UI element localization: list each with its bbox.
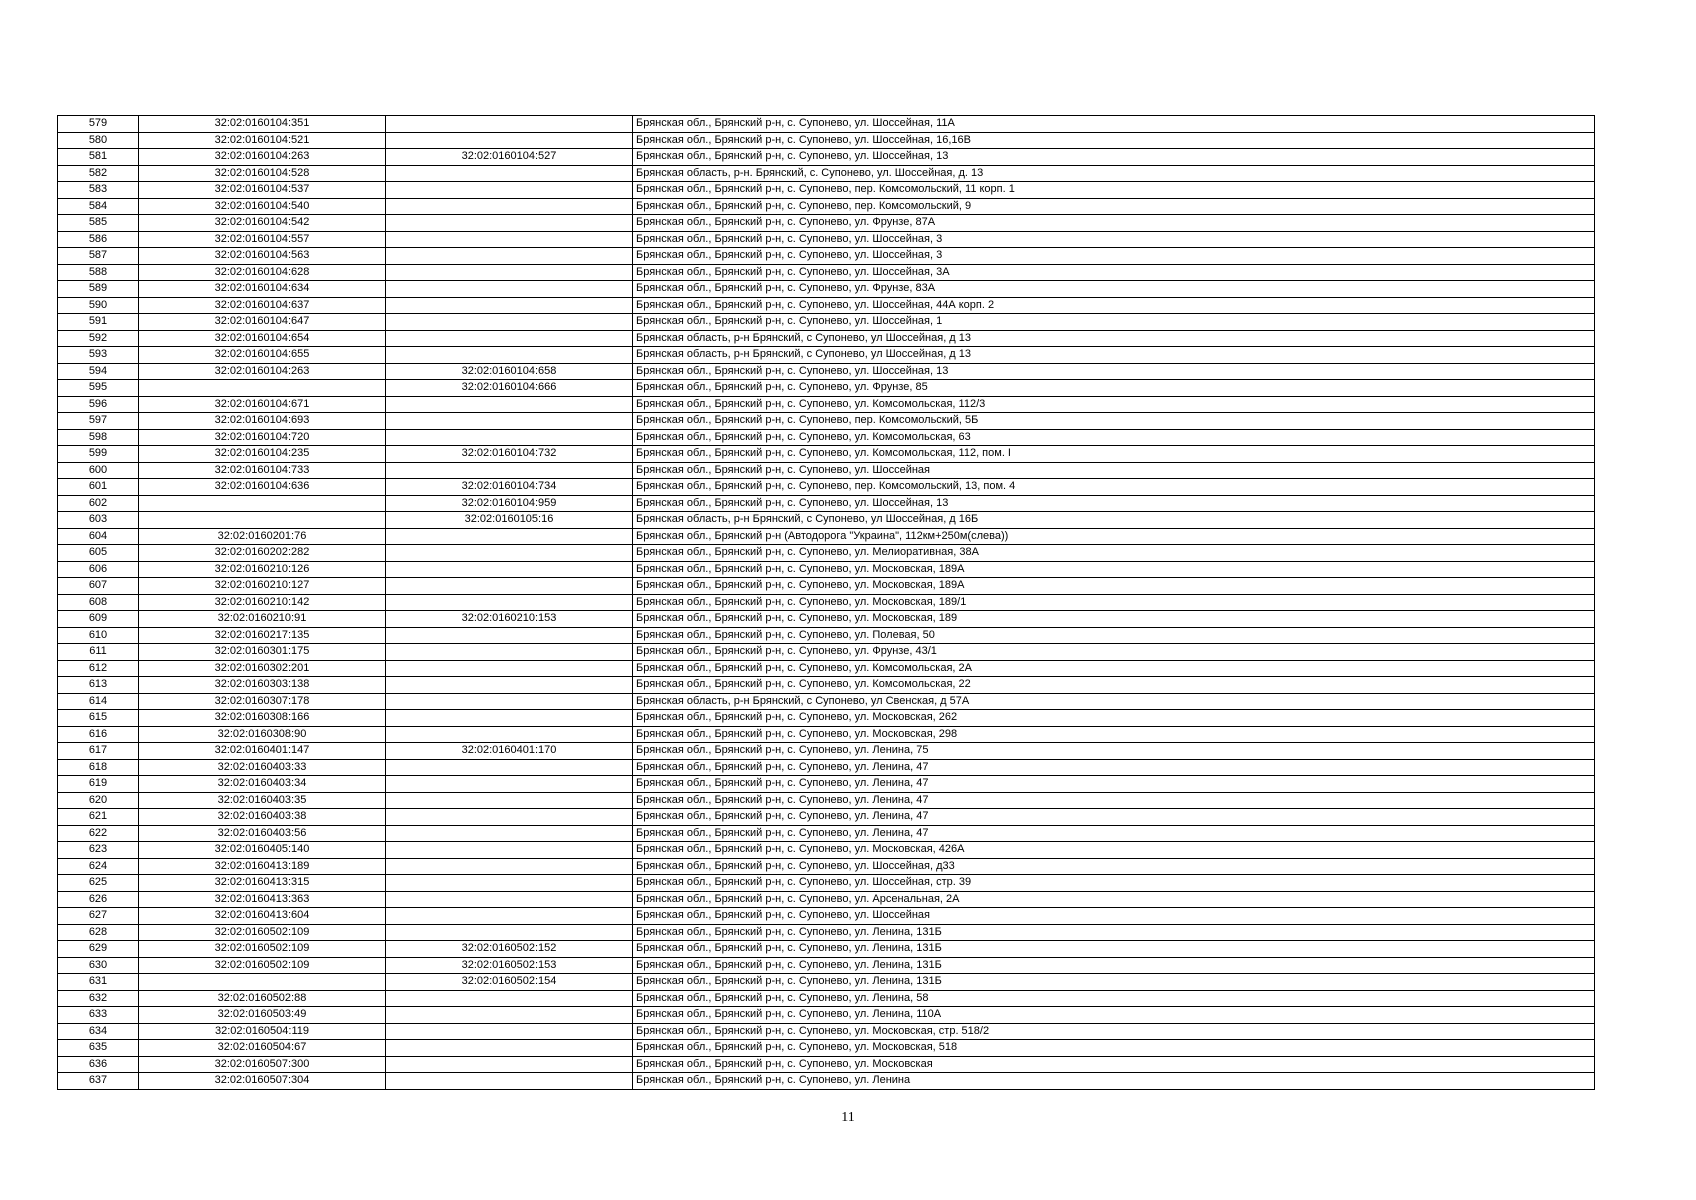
table-row — [58, 858, 1595, 875]
parcel-number-cell — [386, 264, 633, 281]
address-cell: Брянская обл., Брянский р-н, с. Супонево, ул. Шоссейная — [633, 462, 1595, 479]
row-number-cell: 592 — [58, 330, 139, 347]
row-number-cell: 628 — [58, 924, 139, 941]
address-cell: Брянская обл., Брянский р-н, с. Супонево, ул. Фрунзе, 83А — [633, 281, 1595, 298]
cadastral-number-cell: 32:02:0160502:88 — [139, 990, 386, 1007]
table-row — [58, 149, 1595, 166]
cadastral-number-cell: 32:02:0160303:138 — [139, 677, 386, 694]
address-cell: Брянская обл., Брянский р-н, с. Супонево, ул. Московская, 189А — [633, 578, 1595, 595]
cadastral-number-cell: 32:02:0160104:528 — [139, 165, 386, 182]
row-number-cell: 588 — [58, 264, 139, 281]
parcel-number-cell: 32:02:0160210:153 — [386, 611, 633, 628]
table-row — [58, 132, 1595, 149]
address-cell: Брянская обл., Брянский р-н, с. Супонево, ул. Фрунзе, 43/1 — [633, 644, 1595, 661]
address-cell: Брянская обл., Брянский р-н, с. Супонево, ул. Комсомольская, 112/3 — [633, 396, 1595, 413]
table-row — [58, 1056, 1595, 1073]
row-number-cell: 624 — [58, 858, 139, 875]
table-row — [58, 941, 1595, 958]
parcel-number-cell — [386, 1040, 633, 1057]
address-cell: Брянская обл., Брянский р-н, с. Супонево, пер. Комсомольский, 9 — [633, 198, 1595, 215]
cadastral-number-cell: 32:02:0160504:67 — [139, 1040, 386, 1057]
parcel-number-cell — [386, 182, 633, 199]
cadastral-number-cell: 32:02:0160308:166 — [139, 710, 386, 727]
address-cell: Брянская обл., Брянский р-н, с. Супонево, ул. Ленина, 47 — [633, 825, 1595, 842]
row-number-cell: 625 — [58, 875, 139, 892]
table-row — [58, 198, 1595, 215]
address-cell: Брянская обл., Брянский р-н, с. Супонево, ул. Ленина, 47 — [633, 792, 1595, 809]
row-number-cell: 606 — [58, 561, 139, 578]
address-cell: Брянская обл., Брянский р-н, с. Супонево, ул. Московская, 189А — [633, 561, 1595, 578]
parcel-number-cell — [386, 561, 633, 578]
cadastral-number-cell: 32:02:0160104:263 — [139, 363, 386, 380]
table-row — [58, 776, 1595, 793]
address-cell: Брянская обл., Брянский р-н, с. Супонево, ул. Московская, 518 — [633, 1040, 1595, 1057]
address-cell: Брянская обл., Брянский р-н, с. Супонево, ул. Шоссейная, 13 — [633, 495, 1595, 512]
table-row — [58, 495, 1595, 512]
table-row — [58, 314, 1595, 331]
table-row — [58, 429, 1595, 446]
parcel-number-cell — [386, 314, 633, 331]
parcel-number-cell — [386, 429, 633, 446]
cadastral-number-cell: 32:02:0160210:142 — [139, 594, 386, 611]
address-cell: Брянская обл., Брянский р-н, с. Супонево, пер. Комсомольский, 13, пом. 4 — [633, 479, 1595, 496]
address-cell: Брянская обл., Брянский р-н, с. Супонево, ул. Московская, 298 — [633, 726, 1595, 743]
address-cell: Брянская обл., Брянский р-н, с. Супонево, ул. Шоссейная, 3 — [633, 248, 1595, 265]
table-row — [58, 726, 1595, 743]
cadastral-number-cell — [139, 495, 386, 512]
table-row — [58, 924, 1595, 941]
parcel-number-cell — [386, 231, 633, 248]
row-number-cell: 601 — [58, 479, 139, 496]
parcel-number-cell — [386, 281, 633, 298]
address-cell: Брянская обл., Брянский р-н, с. Супонево, ул. Шоссейная, 44А корп. 2 — [633, 297, 1595, 314]
table-row — [58, 1023, 1595, 1040]
row-number-cell: 613 — [58, 677, 139, 694]
table-row — [58, 1040, 1595, 1057]
address-cell: Брянская обл., Брянский р-н (Автодорога "Украина", 112км+250м(слева)) — [633, 528, 1595, 545]
cadastral-number-cell: 32:02:0160210:127 — [139, 578, 386, 595]
address-cell: Брянская обл., Брянский р-н, с. Супонево, ул. Московская, 262 — [633, 710, 1595, 727]
row-number-cell: 607 — [58, 578, 139, 595]
cadastral-number-cell: 32:02:0160507:304 — [139, 1073, 386, 1090]
row-number-cell: 581 — [58, 149, 139, 166]
cadastral-number-cell — [139, 974, 386, 991]
cadastral-number-cell: 32:02:0160403:34 — [139, 776, 386, 793]
parcel-number-cell — [386, 248, 633, 265]
address-cell: Брянская обл., Брянский р-н, с. Супонево, ул. Ленина, 131Б — [633, 957, 1595, 974]
table-row — [58, 396, 1595, 413]
row-number-cell: 595 — [58, 380, 139, 397]
row-number-cell: 605 — [58, 545, 139, 562]
parcel-number-cell — [386, 990, 633, 1007]
cadastral-number-cell: 32:02:0160403:38 — [139, 809, 386, 826]
address-cell: Брянская обл., Брянский р-н, с. Супонево, ул. Комсомольская, 63 — [633, 429, 1595, 446]
row-number-cell: 585 — [58, 215, 139, 232]
table-row — [58, 792, 1595, 809]
address-cell: Брянская обл., Брянский р-н, с. Супонево, ул. Комсомольская, 22 — [633, 677, 1595, 694]
table-row — [58, 809, 1595, 826]
cadastral-number-cell: 32:02:0160413:363 — [139, 891, 386, 908]
cadastral-number-cell: 32:02:0160401:147 — [139, 743, 386, 760]
row-number-cell: 599 — [58, 446, 139, 463]
address-cell: Брянская обл., Брянский р-н, с. Супонево, ул. Московская, 426А — [633, 842, 1595, 859]
table-row — [58, 611, 1595, 628]
row-number-cell: 609 — [58, 611, 139, 628]
parcel-number-cell — [386, 693, 633, 710]
table-row — [58, 545, 1595, 562]
address-cell: Брянская обл., Брянский р-н, с. Супонево, ул. Московская, стр. 518/2 — [633, 1023, 1595, 1040]
parcel-number-cell — [386, 347, 633, 364]
address-cell: Брянская обл., Брянский р-н, с. Супонево, ул. Шоссейная, 11А — [633, 116, 1595, 133]
cadastral-number-cell: 32:02:0160413:604 — [139, 908, 386, 925]
table-row — [58, 660, 1595, 677]
address-cell: Брянская обл., Брянский р-н, с. Супонево, ул. Арсенальная, 2А — [633, 891, 1595, 908]
table-row — [58, 644, 1595, 661]
row-number-cell: 587 — [58, 248, 139, 265]
table-row — [58, 380, 1595, 397]
table-row — [58, 1007, 1595, 1024]
parcel-number-cell — [386, 759, 633, 776]
cadastral-table — [57, 115, 1595, 1090]
address-cell: Брянская область, р-н. Брянский, с. Супонево, ул. Шоссейная, д. 13 — [633, 165, 1595, 182]
address-cell: Брянская обл., Брянский р-н, с. Супонево, ул. Ленина, 75 — [633, 743, 1595, 760]
row-number-cell: 635 — [58, 1040, 139, 1057]
address-cell: Брянская обл., Брянский р-н, с. Супонево, ул. Ленина, 47 — [633, 759, 1595, 776]
table-row — [58, 446, 1595, 463]
parcel-number-cell — [386, 842, 633, 859]
table-row — [58, 462, 1595, 479]
address-cell: Брянская обл., Брянский р-н, с. Супонево, пер. Комсомольский, 5Б — [633, 413, 1595, 430]
table-row — [58, 182, 1595, 199]
row-number-cell: 586 — [58, 231, 139, 248]
table-row — [58, 561, 1595, 578]
address-cell: Брянская обл., Брянский р-н, с. Супонево, ул. Фрунзе, 85 — [633, 380, 1595, 397]
row-number-cell: 617 — [58, 743, 139, 760]
cadastral-number-cell: 32:02:0160104:655 — [139, 347, 386, 364]
parcel-number-cell — [386, 677, 633, 694]
cadastral-table-body — [58, 116, 1595, 1090]
parcel-number-cell: 32:02:0160104:666 — [386, 380, 633, 397]
address-cell: Брянская обл., Брянский р-н, с. Супонево, ул. Московская — [633, 1056, 1595, 1073]
table-row — [58, 1073, 1595, 1090]
address-cell: Брянская обл., Брянский р-н, с. Супонево, ул. Ленина — [633, 1073, 1595, 1090]
parcel-number-cell — [386, 627, 633, 644]
row-number-cell: 611 — [58, 644, 139, 661]
row-number-cell: 619 — [58, 776, 139, 793]
row-number-cell: 616 — [58, 726, 139, 743]
parcel-number-cell — [386, 644, 633, 661]
parcel-number-cell: 32:02:0160502:154 — [386, 974, 633, 991]
cadastral-number-cell: 32:02:0160104:647 — [139, 314, 386, 331]
address-cell: Брянская обл., Брянский р-н, с. Супонево, ул. Комсомольская, 112, пом. I — [633, 446, 1595, 463]
address-cell: Брянская область, р-н Брянский, с Супонево, ул Шоссейная, д 13 — [633, 347, 1595, 364]
parcel-number-cell — [386, 1056, 633, 1073]
cadastral-number-cell: 32:02:0160201:76 — [139, 528, 386, 545]
row-number-cell: 596 — [58, 396, 139, 413]
address-cell: Брянская обл., Брянский р-н, с. Супонево, ул. Ленина, 131Б — [633, 924, 1595, 941]
cadastral-number-cell — [139, 512, 386, 529]
parcel-number-cell: 32:02:0160104:734 — [386, 479, 633, 496]
row-number-cell: 591 — [58, 314, 139, 331]
cadastral-number-cell: 32:02:0160502:109 — [139, 941, 386, 958]
page-number: 11 — [841, 1110, 855, 1125]
address-cell: Брянская обл., Брянский р-н, с. Супонево, пер. Комсомольский, 11 корп. 1 — [633, 182, 1595, 199]
address-cell: Брянская обл., Брянский р-н, с. Супонево, ул. Ленина, 110А — [633, 1007, 1595, 1024]
table-row — [58, 231, 1595, 248]
row-number-cell: 633 — [58, 1007, 139, 1024]
parcel-number-cell — [386, 726, 633, 743]
table-row — [58, 215, 1595, 232]
parcel-number-cell — [386, 776, 633, 793]
cadastral-number-cell: 32:02:0160104:521 — [139, 132, 386, 149]
parcel-number-cell: 32:02:0160502:153 — [386, 957, 633, 974]
row-number-cell: 615 — [58, 710, 139, 727]
cadastral-number-cell: 32:02:0160413:315 — [139, 875, 386, 892]
row-number-cell: 593 — [58, 347, 139, 364]
cadastral-number-cell: 32:02:0160308:90 — [139, 726, 386, 743]
table-row — [58, 693, 1595, 710]
parcel-number-cell — [386, 660, 633, 677]
table-row — [58, 330, 1595, 347]
address-cell: Брянская обл., Брянский р-н, с. Супонево, ул. Шоссейная, стр. 39 — [633, 875, 1595, 892]
row-number-cell: 608 — [58, 594, 139, 611]
row-number-cell: 630 — [58, 957, 139, 974]
cadastral-number-cell: 32:02:0160104:563 — [139, 248, 386, 265]
address-cell: Брянская область, р-н Брянский, с Супонево, ул Шоссейная, д 13 — [633, 330, 1595, 347]
cadastral-number-cell: 32:02:0160104:637 — [139, 297, 386, 314]
cadastral-number-cell: 32:02:0160104:263 — [139, 149, 386, 166]
table-row — [58, 479, 1595, 496]
row-number-cell: 621 — [58, 809, 139, 826]
cadastral-number-cell: 32:02:0160104:720 — [139, 429, 386, 446]
cadastral-number-cell — [139, 380, 386, 397]
row-number-cell: 618 — [58, 759, 139, 776]
cadastral-number-cell: 32:02:0160104:540 — [139, 198, 386, 215]
cadastral-number-cell: 32:02:0160403:33 — [139, 759, 386, 776]
row-number-cell: 623 — [58, 842, 139, 859]
table-row — [58, 627, 1595, 644]
cadastral-number-cell: 32:02:0160210:126 — [139, 561, 386, 578]
address-cell: Брянская обл., Брянский р-н, с. Супонево, ул. Фрунзе, 87А — [633, 215, 1595, 232]
parcel-number-cell — [386, 545, 633, 562]
parcel-number-cell — [386, 1073, 633, 1090]
row-number-cell: 583 — [58, 182, 139, 199]
cadastral-number-cell: 32:02:0160502:109 — [139, 957, 386, 974]
address-cell: Брянская обл., Брянский р-н, с. Супонево, ул. Ленина, 131Б — [633, 974, 1595, 991]
address-cell: Брянская область, р-н Брянский, с Супонево, ул Шоссейная, д 16Б — [633, 512, 1595, 529]
address-cell: Брянская обл., Брянский р-н, с. Супонево, ул. Московская, 189/1 — [633, 594, 1595, 611]
parcel-number-cell — [386, 594, 633, 611]
address-cell: Брянская область, р-н Брянский, с Супонево, ул Свенская, д 57А — [633, 693, 1595, 710]
table-row — [58, 710, 1595, 727]
address-cell: Брянская обл., Брянский р-н, с. Супонево, ул. Шоссейная, 3А — [633, 264, 1595, 281]
table-row — [58, 578, 1595, 595]
cadastral-number-cell: 32:02:0160104:733 — [139, 462, 386, 479]
parcel-number-cell: 32:02:0160105:16 — [386, 512, 633, 529]
row-number-cell: 594 — [58, 363, 139, 380]
row-number-cell: 590 — [58, 297, 139, 314]
cadastral-number-cell: 32:02:0160104:557 — [139, 231, 386, 248]
table-row — [58, 825, 1595, 842]
row-number-cell: 604 — [58, 528, 139, 545]
table-row — [58, 116, 1595, 133]
address-cell: Брянская обл., Брянский р-н, с. Супонево, ул. Ленина, 131Б — [633, 941, 1595, 958]
row-number-cell: 598 — [58, 429, 139, 446]
row-number-cell: 620 — [58, 792, 139, 809]
parcel-number-cell — [386, 198, 633, 215]
address-cell: Брянская обл., Брянский р-н, с. Супонево, ул. Шоссейная, 3 — [633, 231, 1595, 248]
address-cell: Брянская обл., Брянский р-н, с. Супонево, ул. Ленина, 47 — [633, 776, 1595, 793]
table-row — [58, 297, 1595, 314]
row-number-cell: 589 — [58, 281, 139, 298]
table-row — [58, 512, 1595, 529]
table-row — [58, 248, 1595, 265]
cadastral-number-cell: 32:02:0160104:351 — [139, 116, 386, 133]
row-number-cell: 636 — [58, 1056, 139, 1073]
row-number-cell: 632 — [58, 990, 139, 1007]
address-cell: Брянская обл., Брянский р-н, с. Супонево, ул. Шоссейная, 16,16В — [633, 132, 1595, 149]
parcel-number-cell — [386, 116, 633, 133]
table-row — [58, 990, 1595, 1007]
parcel-number-cell — [386, 132, 633, 149]
parcel-number-cell — [386, 462, 633, 479]
cadastral-number-cell: 32:02:0160104:654 — [139, 330, 386, 347]
row-number-cell: 627 — [58, 908, 139, 925]
table-row — [58, 347, 1595, 364]
row-number-cell: 622 — [58, 825, 139, 842]
parcel-number-cell — [386, 215, 633, 232]
cadastral-number-cell: 32:02:0160104:693 — [139, 413, 386, 430]
parcel-number-cell — [386, 825, 633, 842]
parcel-number-cell — [386, 1023, 633, 1040]
cadastral-number-cell: 32:02:0160202:282 — [139, 545, 386, 562]
cadastral-number-cell: 32:02:0160302:201 — [139, 660, 386, 677]
parcel-number-cell — [386, 413, 633, 430]
address-cell: Брянская обл., Брянский р-н, с. Супонево, ул. Ленина, 58 — [633, 990, 1595, 1007]
parcel-number-cell — [386, 858, 633, 875]
table-row — [58, 891, 1595, 908]
table-row — [58, 677, 1595, 694]
cadastral-number-cell: 32:02:0160307:178 — [139, 693, 386, 710]
row-number-cell: 602 — [58, 495, 139, 512]
cadastral-number-cell: 32:02:0160403:35 — [139, 792, 386, 809]
parcel-number-cell — [386, 891, 633, 908]
address-cell: Брянская обл., Брянский р-н, с. Супонево, ул. Шоссейная, 1 — [633, 314, 1595, 331]
parcel-number-cell: 32:02:0160502:152 — [386, 941, 633, 958]
parcel-number-cell — [386, 875, 633, 892]
table-row — [58, 974, 1595, 991]
address-cell: Брянская обл., Брянский р-н, с. Супонево, ул. Шоссейная, 13 — [633, 363, 1595, 380]
row-number-cell: 610 — [58, 627, 139, 644]
parcel-number-cell — [386, 908, 633, 925]
cadastral-number-cell: 32:02:0160504:119 — [139, 1023, 386, 1040]
cadastral-number-cell: 32:02:0160502:109 — [139, 924, 386, 941]
cadastral-number-cell: 32:02:0160104:235 — [139, 446, 386, 463]
address-cell: Брянская обл., Брянский р-н, с. Супонево, ул. Московская, 189 — [633, 611, 1595, 628]
table-row — [58, 875, 1595, 892]
parcel-number-cell — [386, 578, 633, 595]
table-row — [58, 528, 1595, 545]
cadastral-number-cell: 32:02:0160405:140 — [139, 842, 386, 859]
table-row — [58, 413, 1595, 430]
row-number-cell: 629 — [58, 941, 139, 958]
cadastral-number-cell: 32:02:0160104:542 — [139, 215, 386, 232]
cadastral-number-cell: 32:02:0160413:189 — [139, 858, 386, 875]
cadastral-number-cell: 32:02:0160104:671 — [139, 396, 386, 413]
row-number-cell: 580 — [58, 132, 139, 149]
cadastral-number-cell: 32:02:0160507:300 — [139, 1056, 386, 1073]
cadastral-number-cell: 32:02:0160104:537 — [139, 182, 386, 199]
parcel-number-cell: 32:02:0160104:527 — [386, 149, 633, 166]
address-cell: Брянская обл., Брянский р-н, с. Супонево, ул. Мелиоративная, 38А — [633, 545, 1595, 562]
parcel-number-cell — [386, 396, 633, 413]
row-number-cell: 626 — [58, 891, 139, 908]
cadastral-number-cell: 32:02:0160403:56 — [139, 825, 386, 842]
row-number-cell: 603 — [58, 512, 139, 529]
row-number-cell: 631 — [58, 974, 139, 991]
parcel-number-cell — [386, 792, 633, 809]
row-number-cell: 637 — [58, 1073, 139, 1090]
table-row — [58, 743, 1595, 760]
parcel-number-cell — [386, 165, 633, 182]
cadastral-number-cell: 32:02:0160104:636 — [139, 479, 386, 496]
parcel-number-cell: 32:02:0160104:959 — [386, 495, 633, 512]
address-cell: Брянская обл., Брянский р-н, с. Супонево, ул. Шоссейная — [633, 908, 1595, 925]
cadastral-number-cell: 32:02:0160301:175 — [139, 644, 386, 661]
row-number-cell: 614 — [58, 693, 139, 710]
cadastral-number-cell: 32:02:0160104:634 — [139, 281, 386, 298]
row-number-cell: 584 — [58, 198, 139, 215]
parcel-number-cell — [386, 528, 633, 545]
table-row — [58, 363, 1595, 380]
parcel-number-cell — [386, 710, 633, 727]
cadastral-number-cell: 32:02:0160210:91 — [139, 611, 386, 628]
parcel-number-cell: 32:02:0160104:732 — [386, 446, 633, 463]
table-row — [58, 281, 1595, 298]
row-number-cell: 582 — [58, 165, 139, 182]
parcel-number-cell: 32:02:0160104:658 — [386, 363, 633, 380]
address-cell: Брянская обл., Брянский р-н, с. Супонево, ул. Ленина, 47 — [633, 809, 1595, 826]
address-cell: Брянская обл., Брянский р-н, с. Супонево, ул. Комсомольская, 2А — [633, 660, 1595, 677]
table-row — [58, 165, 1595, 182]
table-row — [58, 908, 1595, 925]
parcel-number-cell: 32:02:0160401:170 — [386, 743, 633, 760]
table-row — [58, 759, 1595, 776]
cadastral-number-cell: 32:02:0160217:135 — [139, 627, 386, 644]
address-cell: Брянская обл., Брянский р-н, с. Супонево, ул. Шоссейная, д33 — [633, 858, 1595, 875]
address-cell: Брянская обл., Брянский р-н, с. Супонево, ул. Полевая, 50 — [633, 627, 1595, 644]
parcel-number-cell — [386, 1007, 633, 1024]
row-number-cell: 597 — [58, 413, 139, 430]
row-number-cell: 612 — [58, 660, 139, 677]
row-number-cell: 634 — [58, 1023, 139, 1040]
parcel-number-cell — [386, 809, 633, 826]
address-cell: Брянская обл., Брянский р-н, с. Супонево, ул. Шоссейная, 13 — [633, 149, 1595, 166]
table-row — [58, 957, 1595, 974]
cadastral-number-cell: 32:02:0160104:628 — [139, 264, 386, 281]
parcel-number-cell — [386, 924, 633, 941]
table-row — [58, 264, 1595, 281]
parcel-number-cell — [386, 330, 633, 347]
cadastral-number-cell: 32:02:0160503:49 — [139, 1007, 386, 1024]
table-row — [58, 594, 1595, 611]
row-number-cell: 579 — [58, 116, 139, 133]
row-number-cell: 600 — [58, 462, 139, 479]
table-row — [58, 842, 1595, 859]
parcel-number-cell — [386, 297, 633, 314]
